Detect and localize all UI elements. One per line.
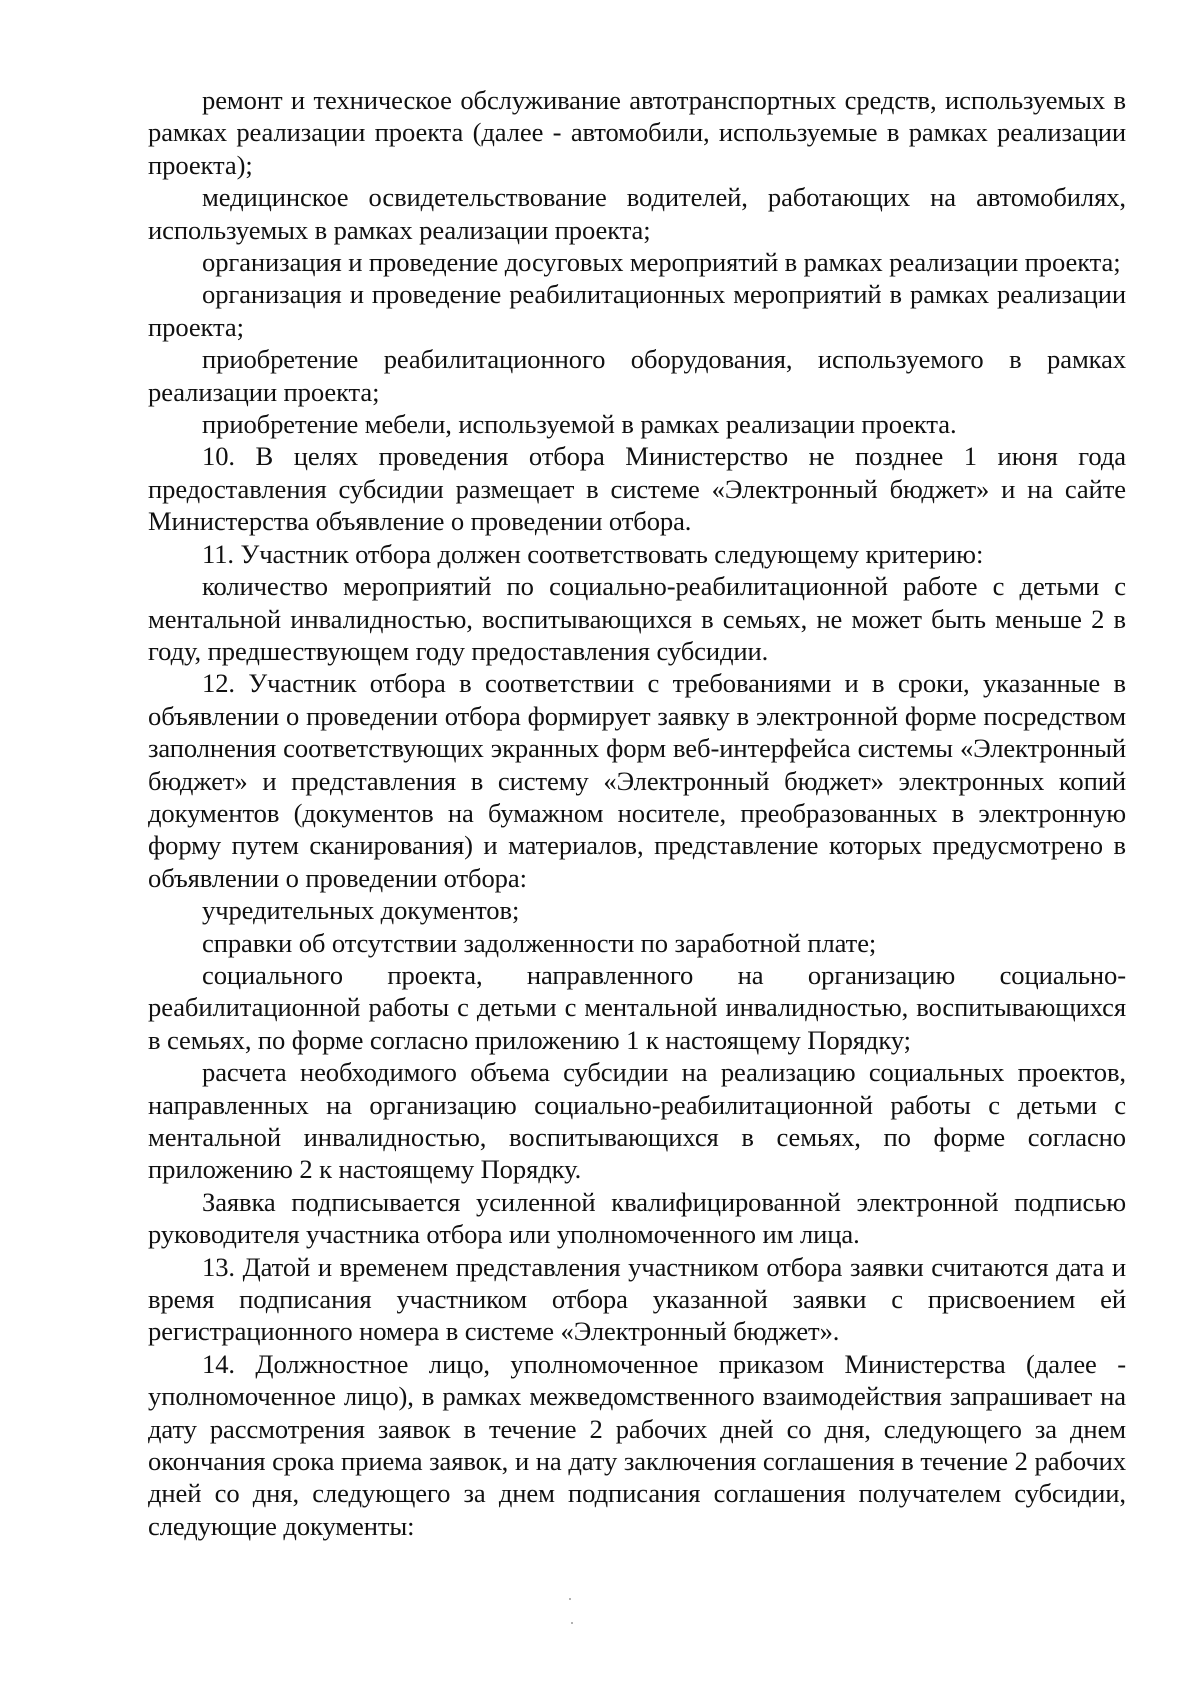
paragraph-criterion: количество мероприятий по социально-реабилитационной работе с детьми с ментальной инвалидностью, воспитывающихся в семьях, не может быть меньше 2 в году, предшествующем году предоставления субсидии. — [148, 571, 1126, 666]
paragraph-clause-10: 10. В целях проведения отбора Министерство не позднее 1 июня года предоставления субсидии размещает в системе «Электронный бюджет» и на сайте Министерства объявление о проведении отбора. — [148, 441, 1126, 537]
paragraph-rehab-events: организация и проведение реабилитационных мероприятий в рамках реализации проекта; — [148, 279, 1126, 342]
scan-artifact — [571, 1622, 573, 1624]
paragraph-clause-13: 13. Датой и временем представления участником отбора заявки считаются дата и время подписания участником отбора указанной заявки с присвоением ей регистрационного номера в системе «Электронный бюджет». — [148, 1251, 1126, 1347]
paragraph-salary-certificate: справки об отсутствии задолженности по заработной плате; — [202, 927, 877, 958]
paragraph-social-project: социального проекта, направленного на организацию социально-реабилитационной работы с детьми с ментальной инвалидностью, воспитывающихся в семьях, по форме согласно приложению 1 к настоящему Порядку; — [148, 959, 1126, 1055]
document-body — [148, 84, 1126, 1542]
paragraph-signature: Заявка подписывается усиленной квалифицированной электронной подписью руководителя участника отбора или уполномоченного им лица. — [148, 1186, 1126, 1250]
paragraph-medical-exam: медицинское освидетельствование водителей, работающих на автомобилях, используемых в рамках реализации проекта; — [148, 182, 1126, 245]
paragraph-founding-docs: учредительных документов; — [202, 895, 520, 926]
paragraph-furniture: приобретение мебели, используемой в рамках реализации проекта. — [202, 409, 957, 440]
paragraph-rehab-equipment: приобретение реабилитационного оборудования, используемого в рамках реализации проекта; — [148, 344, 1126, 407]
paragraph-clause-14: 14. Должностное лицо, уполномоченное приказом Министерства (далее - уполномоченное лицо), в рамках межведомственного взаимодействия запрашивает на дату рассмотрения заявок в течение 2 рабочих дней со дня, следующего за днем окончания срока приема заявок, и на дату заключения соглашения в течение 2 рабочих дней со дня, следующего за днем подписания соглашения получателем субсидии, следующие документы: — [148, 1348, 1126, 1541]
paragraph-vehicle-repair: ремонт и техническое обслуживание автотранспортных средств, используемых в рамках реализации проекта (далее - автомобили, используемые в рамках реализации проекта); — [148, 85, 1126, 180]
paragraph-clause-11: 11. Участник отбора должен соответствовать следующему критерию: — [202, 538, 984, 569]
scan-artifact — [569, 1598, 571, 1600]
paragraph-subsidy-calculation: расчета необходимого объема субсидии на реализацию социальных проектов, направленных на организацию социально-реабилитационной работы с детьми с ментальной инвалидностью, воспитывающихся в семьях, по форме согласно приложению 2 к настоящему Порядку. — [148, 1057, 1126, 1185]
paragraph-clause-12: 12. Участник отбора в соответствии с требованиями и в сроки, указанные в объявлении о проведении отбора формирует заявку в электронной форме посредством заполнения соответствующих экранных форм веб-интерфейса системы «Электронный бюджет» и представления в систему «Электронный бюджет» электронных копий документов (документов на бумажном носителе, преобразованных в электронную форму путем сканирования) и материалов, представление которых предусмотрено в объявлении о проведении отбора: — [148, 668, 1126, 893]
paragraph-leisure-events: организация и проведение досуговых мероприятий в рамках реализации проекта; — [202, 247, 1121, 278]
